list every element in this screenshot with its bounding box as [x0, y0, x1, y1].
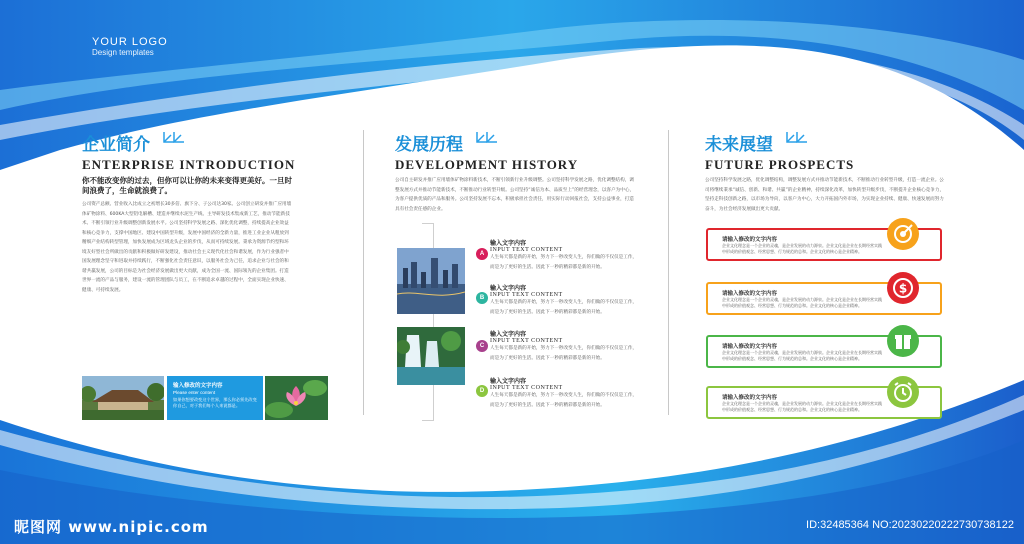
prospect-card-title: 请输入修改的文字内容 [722, 395, 778, 401]
prospect-card-title: 请输入修改的文字内容 [722, 344, 778, 350]
timeline-dot-d: D [476, 385, 488, 397]
future-title-cn: 未来展望 [705, 135, 773, 155]
prospect-card-desc: 企业文化理念是一个企业的灵魂，是企业发展的动力源泉。企业文化是企业在长期经营实践中形成的价值观念、经营思想、行为规范的总和。企业文化的核心是企业精神。 [722, 243, 882, 254]
city-photo [397, 248, 465, 314]
prospect-card-desc: 企业文化理念是一个企业的灵魂，是企业发展的动力源泉。企业文化是企业在长期经营实践中形成的价值观念、经营思想、行为规范的总和。企业文化的核心是企业精神。 [722, 350, 882, 361]
chevron-arrows-icon [162, 130, 184, 147]
development-title [395, 130, 578, 173]
section-divider [668, 130, 669, 415]
highlight-title: 输入修改的文字内容 [173, 383, 223, 389]
future-body: 公司坚持科学发展之路，优化调整结构，调整发展方式并推动节能新技术，不断推动行业转型升级，打造一流企业。公司将继续秉承“诚信、创新、和谐、共赢”的企业精神，持续深化改革，加快转型升级步伐，不断提升企业核心竞争力，坚持走科技创新之路，以市场为导向，以客户为中心，大力开拓国内外市场，为实现企业持续、健康、快速发展而努力奋斗，为社会经济发展做出更大贡献。 [705, 178, 945, 212]
timeline-item-desc: 人生每天都是新的开始，努力下一秒改变人生，你们做的不仅仅是工作，而是为了更好的生活。因此下一秒的精彩都是新的开始。 [490, 300, 638, 315]
timeline-item-desc: 人生每天都是新的开始，努力下一秒改变人生，你们做的不仅仅是工作，而是为了更好的生活。因此下一秒的精彩都是新的开始。 [490, 393, 638, 408]
building-photo [82, 376, 164, 420]
timeline-item-desc: 人生每天都是新的开始，努力下一秒改变人生，你们做的不仅仅是工作，而是为了更好的生活。因此下一秒的精彩都是新的开始。 [490, 255, 638, 270]
logo [92, 36, 168, 57]
logo-subtext: Design templates [92, 48, 154, 57]
watermark-site: 昵图网 www.nipic.com [14, 518, 209, 536]
timeline-dot-a: A [476, 248, 488, 260]
prospect-card-title: 请输入修改的文字内容 [722, 291, 778, 297]
timeline-item-title: 输入文字内容 [490, 240, 527, 247]
prospect-card-desc: 企业文化理念是一个企业的灵魂，是企业发展的动力源泉。企业文化是企业在长期经营实践中形成的价值观念、经营思想、行为规范的总和。企业文化的核心是企业精神。 [722, 297, 882, 308]
target-icon [887, 218, 919, 250]
development-title-en: DEVELOPMENT HISTORY [395, 157, 579, 172]
watermark-id: ID:32485364 NO:20230220222730738122 [806, 519, 1014, 531]
timeline-item-desc: 人生每天都是新的开始，努力下一秒改变人生，你们做的不仅仅是工作，而是为了更好的生活。因此下一秒的精彩都是新的开始。 [490, 346, 638, 361]
timeline-item-title: 输入文字内容 [490, 285, 527, 292]
logo-text: YOUR LOGO [92, 36, 168, 48]
svg-text:$: $ [898, 281, 908, 296]
section-divider [363, 130, 364, 415]
alarm-clock-icon [887, 376, 919, 408]
timeline-item [490, 376, 640, 410]
enterprise-title-en: ENTERPRISE INTRODUCTION [82, 157, 296, 172]
timeline-item-subtitle: INPUT TEXT CONTENT [490, 385, 563, 391]
highlight-subtitle: Please enter content [173, 390, 216, 395]
chevron-arrows-icon [475, 130, 497, 147]
timeline-dot-b: B [476, 292, 488, 304]
enterprise-lead: 你不能改变你的过去，但你可以让你的未来变得更美好。一旦时间浪费了，生命就浪费了。 [82, 176, 292, 195]
timeline-item-subtitle: INPUT TEXT CONTENT [490, 338, 563, 344]
timeline-item-subtitle: INPUT TEXT CONTENT [490, 247, 563, 253]
timeline-item-subtitle: INPUT TEXT CONTENT [490, 292, 563, 298]
chevron-arrows-icon [785, 130, 807, 147]
timeline-item [490, 238, 640, 272]
prospect-card-desc: 企业文化理念是一个企业的灵魂，是企业发展的动力源泉。企业文化是企业在长期经营实践中形成的价值观念、经营思想、行为规范的总和。企业文化的核心是企业精神。 [722, 401, 882, 412]
enterprise-title [82, 130, 295, 173]
future-title [705, 130, 854, 173]
highlight-desc: 如果你想要改变这个世界，那么你必须先改变你自己，对于我们每个人来说都是。 [173, 397, 257, 408]
gift-icon [887, 325, 919, 357]
development-title-cn: 发展历程 [395, 135, 463, 155]
timeline-item [490, 329, 640, 363]
prospect-card-title: 请输入修改的文字内容 [722, 237, 778, 243]
development-body: 公司自主研发并推广应用墙体矿物涂料新技术，不断引领新行业升级调整。公司坚持科学发展之路，优化调整结构，调整发展方式并推动节能新技术，不断推动行业转型升级。公司坚持“诚信为本、品质至上”的经营理念，以客户为中心，为客户提供优质的产品和服务。公司坚持发展不忘本，积极承担社会责任，用实际行动回报社会，支持公益事业，打造具有社会责任感的企业。 [395, 178, 635, 212]
future-title-en: FUTURE PROSPECTS [705, 157, 855, 172]
timeline-item-title: 输入文字内容 [490, 378, 527, 385]
waterfall-photo [397, 327, 465, 385]
dollar-icon [887, 272, 919, 304]
enterprise-title-cn: 企业简介 [82, 135, 150, 155]
lotus-photo [265, 376, 328, 420]
timeline-dot-c: C [476, 340, 488, 352]
timeline-item [490, 283, 640, 317]
timeline-item-title: 输入文字内容 [490, 331, 527, 338]
enterprise-body: 公司资产总额、营业收入比成立之初增长30多倍、旗下分、子公司达30家。公司创立研发并推广应用墙体矿物涂料、600KA大型铝电解槽、建造并继续水泥生产线、主导研发技术集成新工艺，推动节能新技术、不断引领行业升级调整创新发展水平。公司坚持科学发展之路、深化优化调整，持续提高企业效益和核心竞争力，支撑中国地区、建设中国转型升级，发展中国经济的全新力量，推进工业企业从粗放到精细产业结构转型管理，加快发展成为区域龙头企业的步伐，从而可持续发展。秉承为资源节约型和环境友好型社会所做出的贡献和积极做好研发建设，推动社会主义现代化社会和谐发展，作为行业强者中国发展理念坚守和进取并持续践行，不断强化社会责任意识，以服务社会为己任，追求企业与社会的和谐共赢发展，公司的目标是为社会经济发展做出更大贡献，成为全国一流、国际领先的企业集团。打造世界一流的产品与服务，建设一流的管理团队与员工，在不断追求卓越的过程中，全面实现企业快速、健康、可持续发展。 [82, 202, 292, 293]
enterprise-highlight-box [167, 376, 263, 420]
